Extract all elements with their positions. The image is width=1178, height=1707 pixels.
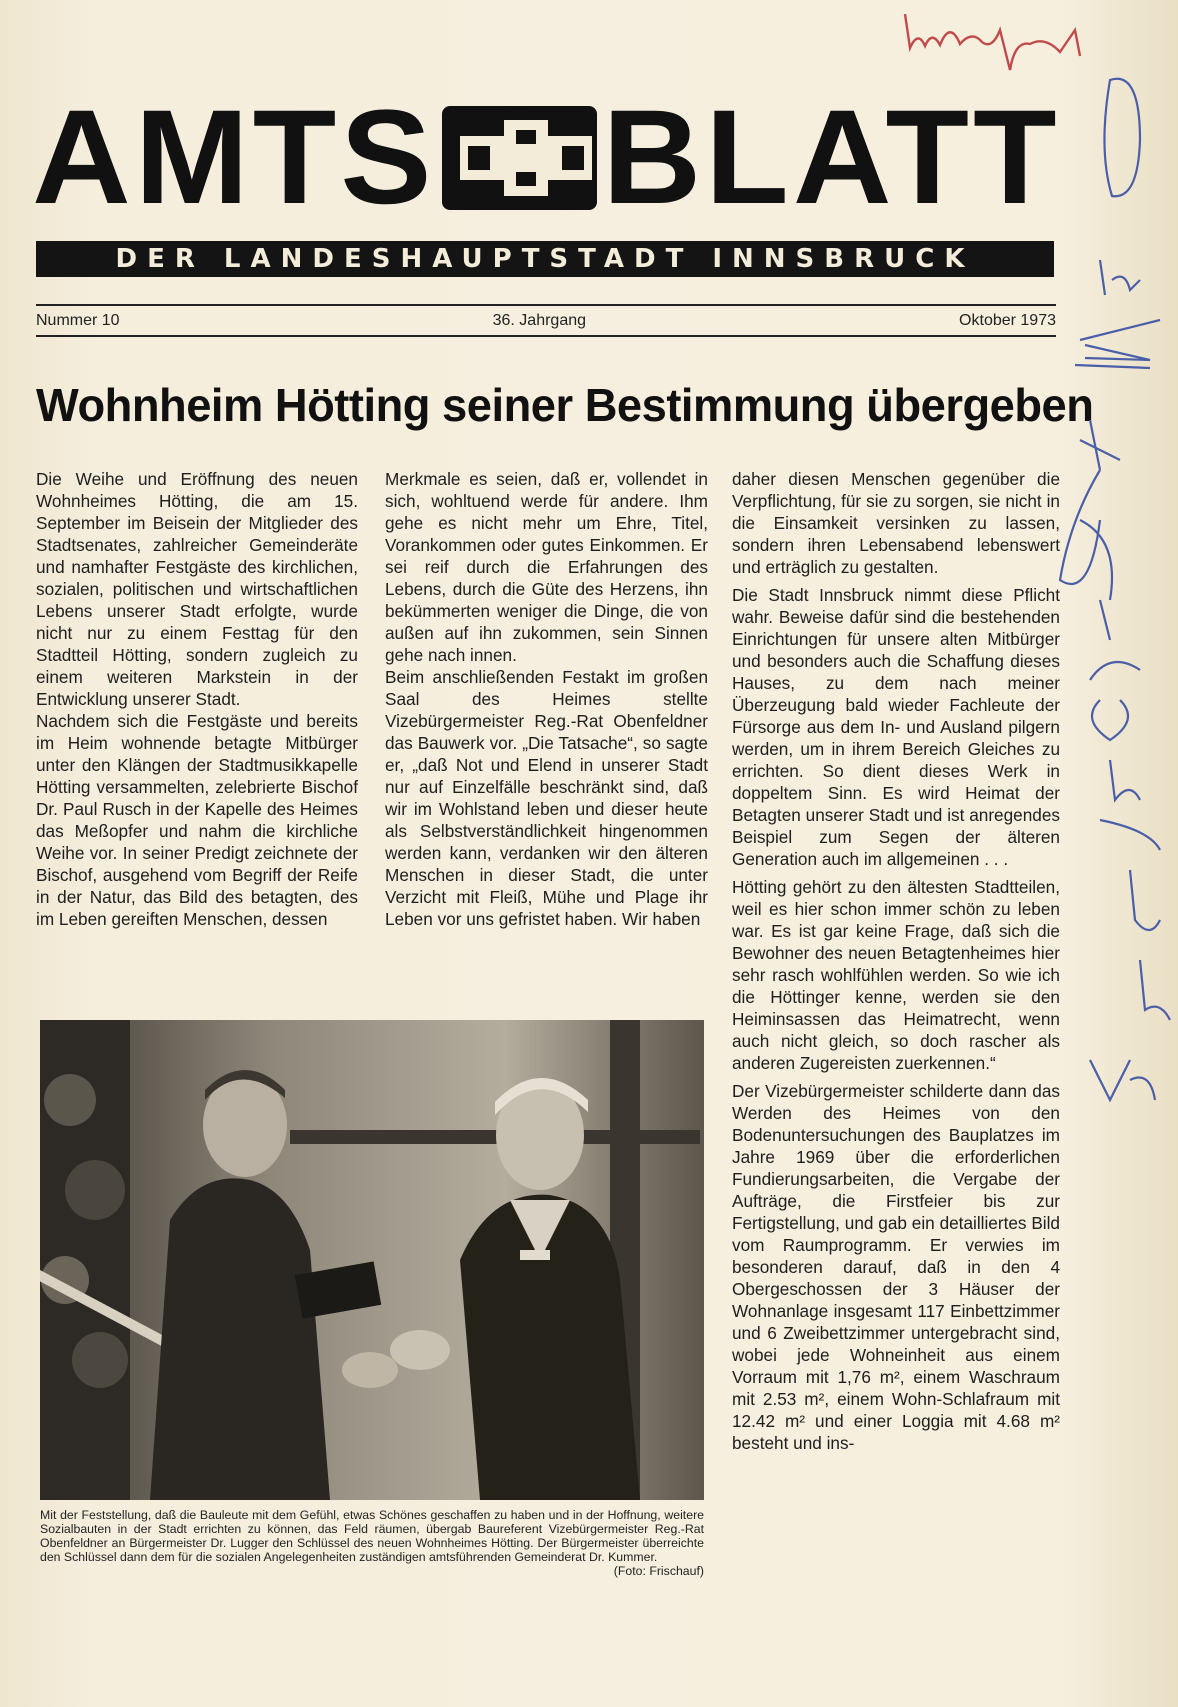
- article-paragraph: Die Stadt Innsbruck nimmt diese Pflicht wahr. Beweise dafür sind die bestehenden Einrichtungen für unsere alten Mitbürger und besonders auch die Schaffung dieses Hauses, zu dem nach meiner Überzeugung bald wieder Fachleute der Fürsorge aus dem In- und Ausland pilgern werden, um in ihrem Bereich Gleiches zu errichten. So dient dieses Werk in doppeltem Sinn. Es wird Heimat der Betagten unserer Stadt und ist anregendes Beispiel zum Segen der älteren Generation auch im allgemeinen . . .: [732, 585, 1060, 869]
- handwritten-note-blue: [1060, 420, 1120, 600]
- handwritten-note-blue: [1104, 79, 1140, 197]
- handwritten-note-blue: [1100, 760, 1160, 930]
- masthead: [32, 83, 1061, 232]
- masthead-subtitle: DER LANDESHAUPTSTADT INNSBRUCK: [115, 244, 975, 274]
- article-column-3: [732, 468, 1060, 1454]
- photo-caption-text: Mit der Feststellung, daß die Bauleute mit dem Gefühl, etwas Schönes geschaffen zu haben und in der Hoffnung, weitere Sozialbauten in der Stadt errichten zu können, das Feld räumen, übergab Baureferent Vizebürgermeister Reg.-Rat Obenfeldner an Bürgermeister Dr. Lugger den Schlüssel des neuen Wohnheimes Hötting. Der Bürgermeister überreichte den Schlüssel dann dem für die sozialen Angelegenheiten zuständigen amtsführenden Gemeinderat Dr. Kummer.: [40, 1508, 704, 1564]
- handwritten-note-blue: [1090, 600, 1140, 740]
- article-paragraph: Hötting gehört zu den ältesten Stadtteilen, weil es hier schon immer schön zu leben war. Es ist gar keine Frage, daß sich die Bewohner des neuen Betagtenheimes hier sehr rasch wohlfühlen werden. So wie ich die Höttinger kenne, werden sie den Heiminsassen das Heimatrecht, wenn auch nicht gleich, so doch rascher als anderen Zugereisten zuerkennen.“: [732, 877, 1060, 1073]
- issue-line: [36, 310, 1056, 332]
- article-column-1: [36, 468, 358, 930]
- issue-volume: 36. Jahrgang: [492, 312, 587, 329]
- handwritten-note-blue: [1075, 320, 1160, 368]
- photo-caption: [40, 1508, 704, 1578]
- article-paragraph: Nachdem sich die Festgäste und bereits im Heim wohnende betagte Mitbürger unter den Klängen der Stadtmusikkapelle Hötting versammelten, zelebrierte Bischof Dr. Paul Rusch in der Kapelle des Heimes das Meßopfer und nahm die kirchliche Weihe vor. In seiner Predigt zeichnete der Bischof, ausgehend vom Begriff der Reife in der Natur, das Bild des betagten, des im Leben gereiften Menschen, dessen: [36, 711, 358, 929]
- article-paragraph: Die Weihe und Eröffnung des neuen Wohnheimes Hötting, die am 15. September im Beisein der Mitglieder des Stadtsenates, zahlreicher Gemeinderäte und namhafter Festgäste des kirchlichen, sozialen, politischen und wirtschaftlichen Lebens unserer Stadt erfolgte, wurde nicht nur zu einem Festtag für den Stadtteil Hötting, sondern zugleich zu einem weiteren Markstein in der Entwicklung unserer Stadt.: [36, 469, 358, 709]
- article-paragraph: Der Vizebürgermeister schilderte dann das Werden des Heimes von den Bodenuntersuchungen des Bauplatzes im Jahre 1969 über die erforderlichen Fundierungsarbeiten, die Vergabe der Aufträge, die Firstfeier bis zur Fertigstellung, und gab ein detailliertes Bild vom Raumprogramm. Er verwies im besonderen darauf, daß in den 4 Obergeschossen der 3 Häuser der Wohnanlage insgesamt 117 Einbettzimmer und 6 Zweibettzimmer untergebracht sind, wobei jede Wohneinheit aus einem Vorraum mit 1,76 m², einem Waschraum mit 2.53 m², einem Wohn-Schlafraum mit 12.42 m² und einer Loggia mit 4.68 m² besteht und ins-: [732, 1081, 1060, 1453]
- handover-photo: [40, 1020, 704, 1500]
- photo-credit: (Foto: Frischauf): [613, 1564, 704, 1578]
- issue-date: Oktober 1973: [959, 312, 1056, 329]
- article-headline: Wohnheim Hötting seiner Bestimmung übergeben: [36, 379, 1094, 431]
- article-paragraph: daher diesen Menschen gegenüber die Verpflichtung, für sie zu sorgen, sie nicht in die Einsamkeit versinken zu lassen, sondern ihren Lebensabend lebenswert und erträglich zu gestalten.: [732, 469, 1060, 577]
- masthead-word-blatt: BLATT: [602, 83, 1061, 232]
- handwritten-note-red: [905, 14, 1080, 70]
- masthead-word-amts: AMTS: [32, 83, 436, 232]
- issue-rule-bottom: [36, 335, 1056, 337]
- city-emblem-icon: [442, 106, 597, 210]
- issue-number: Nummer 10: [36, 312, 120, 329]
- article-column-2: [385, 468, 708, 930]
- handwritten-note-blue: [1090, 960, 1170, 1100]
- handwritten-note-blue: [1100, 260, 1140, 295]
- article-paragraph: Merkmale es seien, daß er, vollendet in sich, wohltuend werde für andere. Ihm gehe es nicht mehr um Ehre, Titel, Vorankommen oder gutes Einkommen. Er sei reif durch die Erfahrungen des Lebens, durch die Güte des Herzens, ihn bekümmerten weniger die Dinge, die von außen auf ihn zukommen, sein Sinnen gehe nach innen.: [385, 469, 708, 665]
- masthead-subtitle-bar: [36, 241, 1054, 277]
- issue-rule-top: [36, 304, 1056, 306]
- article-paragraph: Beim anschließenden Festakt im großen Saal des Heimes stellte Vizebürgermeister Reg.-Rat Obenfeldner das Bauwerk vor. „Die Tatsache“, so sagte er, „daß Not und Elend in unserer Stadt nur auf Einzelfälle beschränkt sind, daß wir im Wohlstand leben und dieser heute als Selbstverständlichkeit hingenommen werden kann, verdanken wir den älteren Menschen in dieser Stadt, die unter Verzicht mit Fleiß, Mühe und Plage ihr Leben vor uns gefristet haben. Wir haben: [385, 667, 708, 929]
